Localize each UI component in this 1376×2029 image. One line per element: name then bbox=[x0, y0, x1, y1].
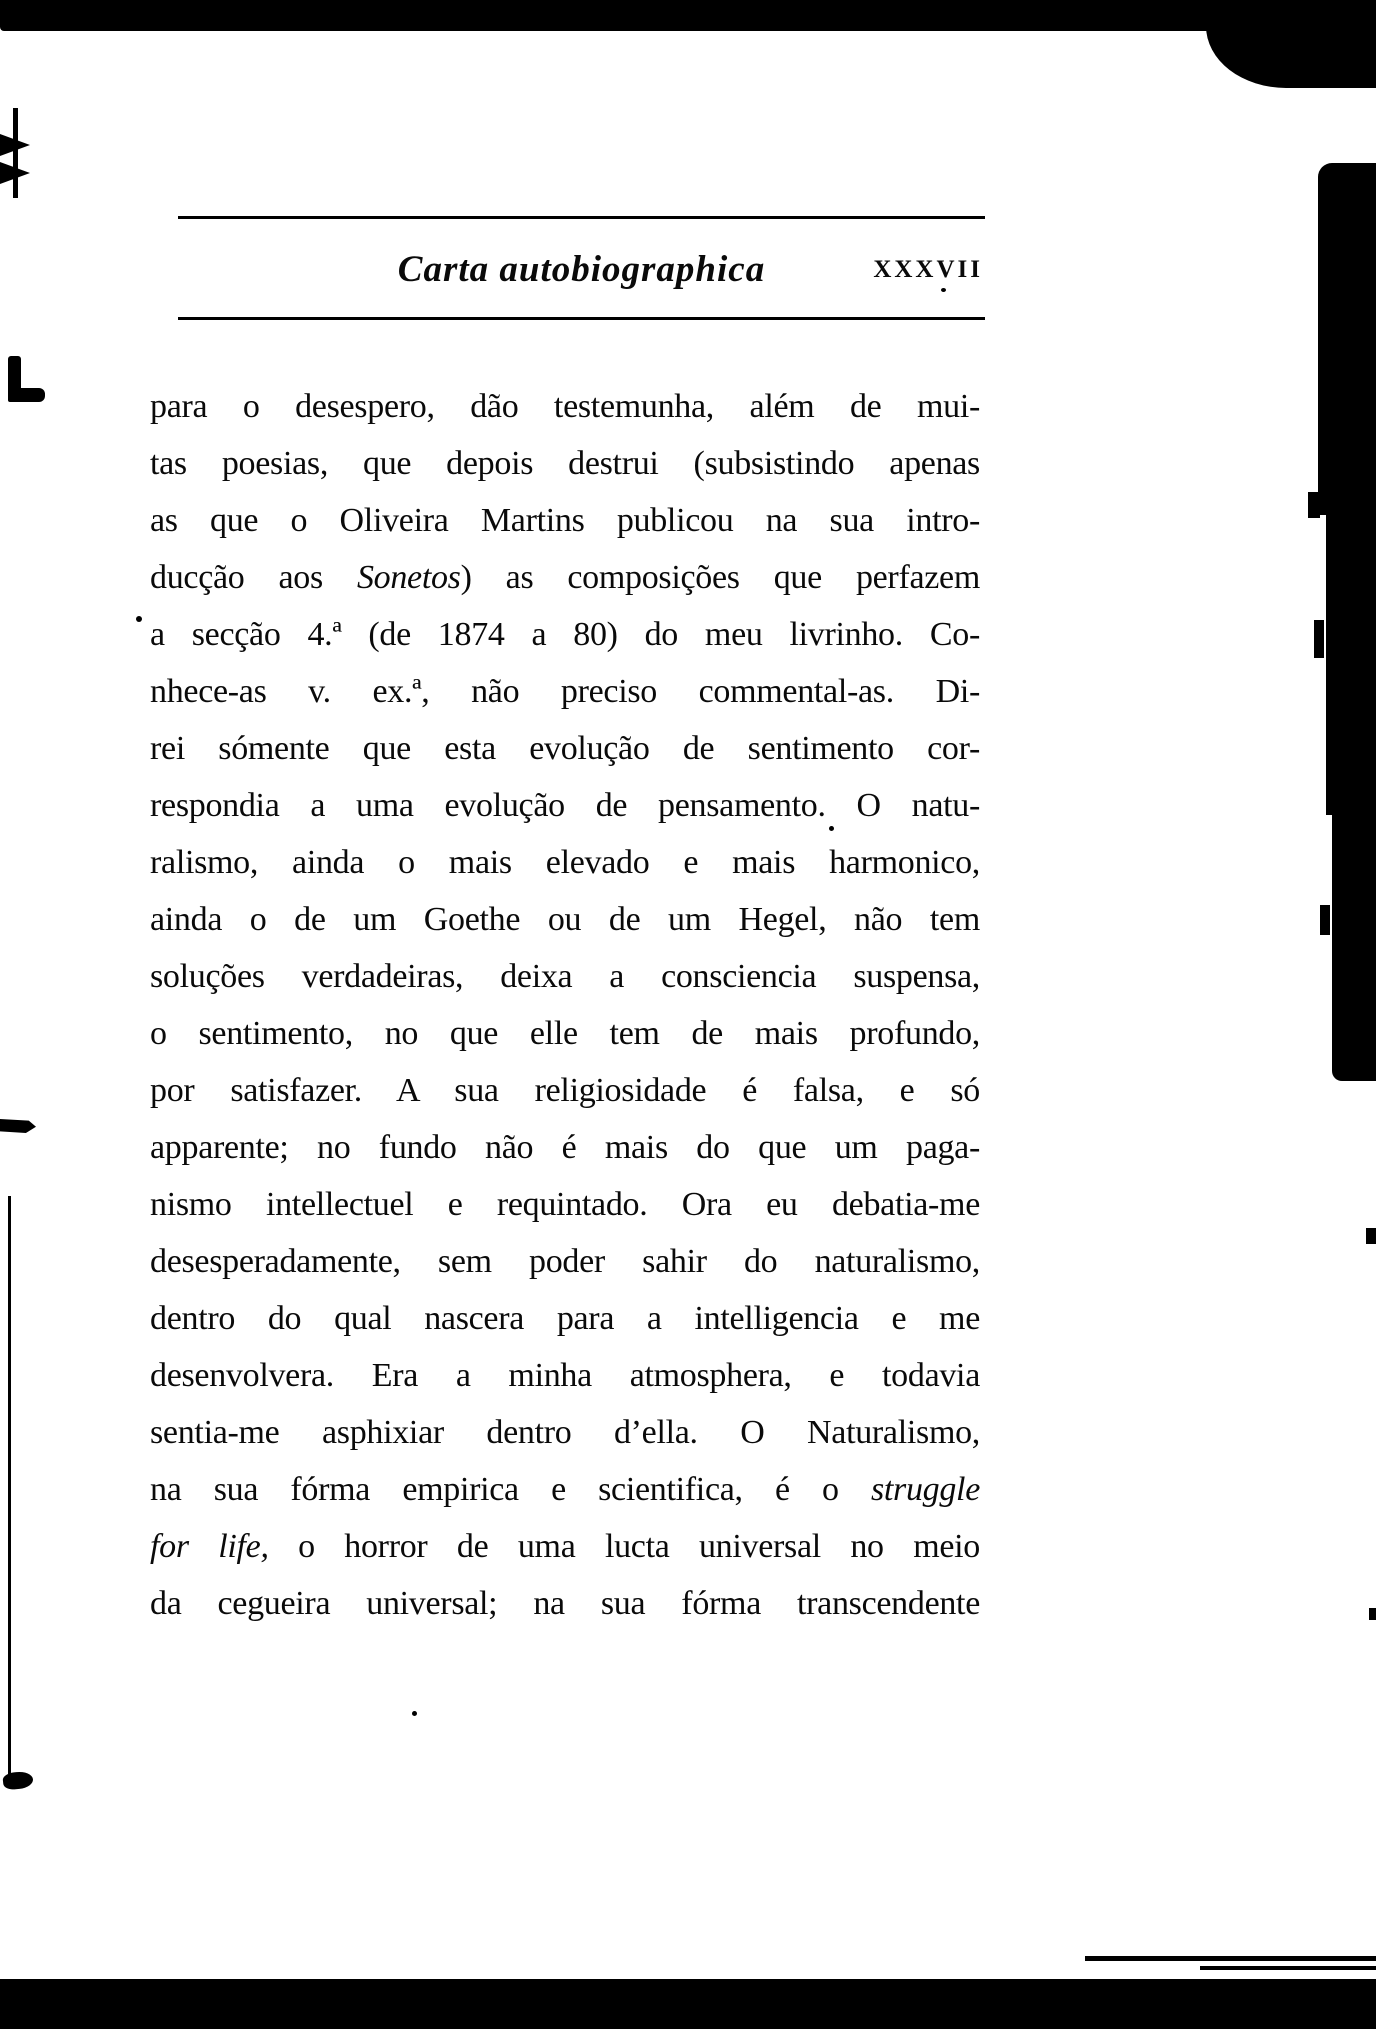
text-line: ducção aos Sonetos) as composições que perfazem bbox=[150, 559, 980, 596]
scan-artifact-right-band bbox=[1326, 513, 1376, 815]
text-line: desenvolvera. Era a minha atmosphera, e todavia bbox=[150, 1357, 980, 1394]
text-line: nismo intellectuel e requintado. Ora eu debatia-me bbox=[150, 1186, 980, 1223]
text-line: soluções verdadeiras, deixa a consciencia suspensa, bbox=[150, 958, 980, 995]
text-line: for life, o horror de uma lucta universal no meio bbox=[150, 1528, 980, 1565]
scan-artifact-margin-dash bbox=[0, 1119, 36, 1133]
text-line: na sua fórma empirica e scientifica, é o struggle bbox=[150, 1471, 980, 1508]
text-line: ralismo, ainda o mais elevado e mais harmonico, bbox=[150, 844, 980, 881]
scan-artifact-margin-line-foot bbox=[2, 1770, 34, 1790]
scan-artifact-right-band bbox=[1318, 163, 1376, 515]
text-line: da cegueira universal; na sua fórma transcendente bbox=[150, 1585, 980, 1622]
scan-artifact-top-bar bbox=[0, 0, 1376, 31]
text-line: rei sómente que esta evolução de sentimento cor- bbox=[150, 730, 980, 767]
text-line: apparente; no fundo não é mais do que um paga- bbox=[150, 1129, 980, 1166]
text-line: ainda o de um Goethe ou de um Hegel, não tem bbox=[150, 901, 980, 938]
text-line: nhece-as v. ex.ª, não preciso commental-as. Di- bbox=[150, 673, 980, 710]
scan-artifact-bottom-dash bbox=[1085, 1956, 1376, 1961]
scan-artifact-margin-line bbox=[8, 1196, 11, 1782]
scan-artifact-top-right-curl bbox=[1206, 0, 1376, 88]
header-rule-bottom bbox=[178, 317, 985, 320]
scan-artifact-speck bbox=[1369, 1608, 1376, 1620]
text-line: por satisfazer. A sua religiosidade é falsa, e só bbox=[150, 1072, 980, 1109]
scan-artifact-speck bbox=[1366, 1228, 1376, 1244]
scan-artifact-speck bbox=[412, 1711, 417, 1716]
text-line: dentro do qual nascera para a intelligencia e me bbox=[150, 1300, 980, 1337]
text-line: desesperadamente, sem poder sahir do naturalismo, bbox=[150, 1243, 980, 1280]
scan-artifact-speck bbox=[1314, 620, 1324, 658]
scan-artifact-margin-bracket bbox=[8, 388, 45, 402]
text-line: as que o Oliveira Martins publicou na sua intro- bbox=[150, 502, 980, 539]
header-rule-top bbox=[178, 216, 985, 219]
scan-artifact-bottom-bar bbox=[0, 1979, 1376, 2029]
scan-artifact-speck bbox=[136, 616, 142, 622]
scan-artifact-speck bbox=[1308, 492, 1320, 518]
text-line: respondia a uma evolução de pensamento. O natu- bbox=[150, 787, 980, 824]
body-text bbox=[150, 378, 980, 1632]
page-header bbox=[178, 248, 985, 300]
scan-artifact-margin-arrow bbox=[0, 162, 30, 184]
text-line: sentia-me asphixiar dentro d’ella. O Naturalismo, bbox=[150, 1414, 980, 1451]
text-line: a secção 4.ª (de 1874 a 80) do meu livrinho. Co- bbox=[150, 616, 980, 653]
text-line: tas poesias, que depois destrui (subsistindo apenas bbox=[150, 445, 980, 482]
text-line: o sentimento, no que elle tem de mais profundo, bbox=[150, 1015, 980, 1052]
scan-artifact-margin-arrow bbox=[0, 134, 30, 156]
text-line: para o desespero, dão testemunha, além de mui- bbox=[150, 388, 980, 425]
scan-artifact-speck bbox=[1320, 905, 1330, 935]
scan-artifact-bottom-dash bbox=[1200, 1966, 1376, 1970]
page-number: XXXVII bbox=[873, 256, 983, 283]
running-title: Carta autobiographica bbox=[397, 249, 766, 290]
scan-artifact-right-band bbox=[1332, 813, 1376, 1081]
